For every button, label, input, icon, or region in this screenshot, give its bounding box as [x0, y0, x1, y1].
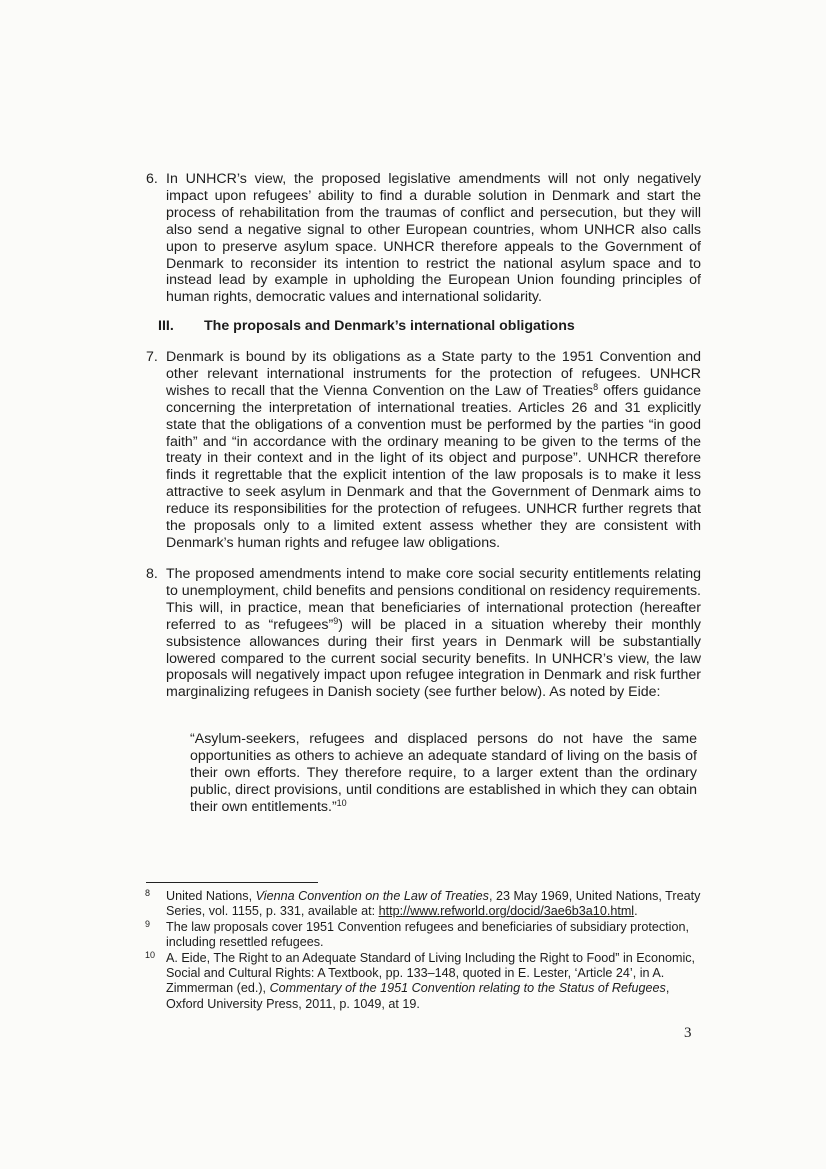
- footnote-ref[interactable]: 8: [593, 381, 599, 392]
- footnote-number: 9: [145, 919, 151, 929]
- footnote-ref[interactable]: 10: [336, 797, 347, 808]
- footnote-text: United Nations,: [166, 889, 256, 903]
- footnote-ref[interactable]: 9: [333, 615, 339, 626]
- footnote-8: [145, 888, 706, 919]
- footnote-10: [145, 950, 706, 1012]
- paragraph-text: In UNHCR’s view, the proposed legislative amendments will not only negatively impact upon refugees’ ability to find a durable solution in Denmark and start the process of rehabilitation from the traumas of conflict and persecution, but they will also send a negative signal to other European countries, whom UNHCR also calls upon to preserve asylum space. UNHCR therefore appeals to the Government of Denmark to reconsider its intention to restrict the national asylum space and to instead lead by example in upholding the European Union founding principles of human rights, democratic values and international solidarity.: [166, 171, 701, 306]
- paragraph-text: Denmark is bound by its obligations as a State party to the 1951 Convention and other relevant international instruments for the protection of refugees. UNHCR wishes to recall that the Vienna Convention on the Law of Treaties: [166, 349, 701, 399]
- quote-text: “Asylum-seekers, refugees and displaced persons do not have the same opportunities as others to achieve an adequate standard of living on the basis of their own efforts. They therefore require, to a larger extent than the ordinary public, direct provisions, until conditions are established in which they can obtain their own entitlements.”: [190, 731, 697, 815]
- paragraph-text-cont: ) will be placed in a situation whereby their monthly subsistence allowances during their first years in Denmark will be substantially lowered compared to the current social security benefits. In UNHCR’s view, the law proposals will negatively impact upon refugee integration in Denmark and risk further marginalizing refugees in Danish society (see further below). As noted by Eide:: [166, 616, 701, 701]
- paragraph-6: [146, 171, 701, 306]
- section-title: The proposals and Denmark’s international obligations: [204, 318, 575, 334]
- footnote-title: Vienna Convention on the Law of Treaties: [255, 889, 489, 903]
- footnote-title: Commentary of the 1951 Convention relating to the Status of Refugees: [269, 981, 666, 996]
- paragraph-number: 8.: [146, 566, 158, 582]
- page-number: 3: [684, 1025, 692, 1041]
- paragraph-7: [146, 349, 701, 552]
- footnote-text: The law proposals cover 1951 Convention refugees and beneficiaries of subsidiary protection, including resettled refugees.: [166, 920, 689, 950]
- footnote-text-cont: , 23 May 1969, United Nations, Treaty Series, vol. 1155, p. 331, available at:: [166, 889, 701, 919]
- footnote-9: [145, 919, 706, 950]
- block-quote: [190, 731, 697, 816]
- footnote-number: 8: [145, 888, 151, 898]
- refworld-link[interactable]: http://www.refworld.org/docid/3ae6b3a10.html: [378, 904, 635, 919]
- paragraph-number: 7.: [146, 349, 158, 365]
- paragraph-number: 6.: [146, 171, 158, 187]
- paragraph-8: [146, 566, 701, 701]
- paragraph-text-cont: offers guidance concerning the interpretation of international treaties. Articles 26 and 31 explicitly state that the obligations of a convention must be performed by the parties “in good faith” and “in accordance with the ordinary meaning to be given to the terms of the treaty in their context and in the light of its object and purpose”. UNHCR therefore finds it regrettable that the explicit intention of the law proposals is to make it less attractive to seek asylum in Denmark and that the Government of Denmark aims to reduce its responsibilities for the protection of refugees. UNHCR further regrets that the proposals only to a limited extent assess whether they are consistent with Denmark’s human rights and refugee law obligations.: [166, 382, 701, 551]
- footnote-text-end: .: [634, 904, 638, 919]
- footnote-text: A. Eide, The Right to an Adequate Standard of Living Including the Right to Food” in Economic, Social and Cultural Rights: A Textbook, pp. 133–148, quoted in E. Lester, ‘Article 24’, in A. Zimmerman (ed.),: [166, 951, 696, 996]
- section-heading: [158, 318, 575, 334]
- footnote-number: 10: [145, 950, 156, 960]
- footnote-divider: [146, 882, 318, 883]
- paragraph-text: The proposed amendments intend to make core social security entitlements relating to unemployment, child benefits and pensions conditional on residency requirements. This will, in practice, mean that beneficiaries of international protection (hereafter referred to as “refugees”: [166, 566, 701, 633]
- section-numeral: III.: [158, 318, 174, 334]
- footnote-text-cont: , Oxford University Press, 2011, p. 1049, at 19.: [166, 981, 670, 1011]
